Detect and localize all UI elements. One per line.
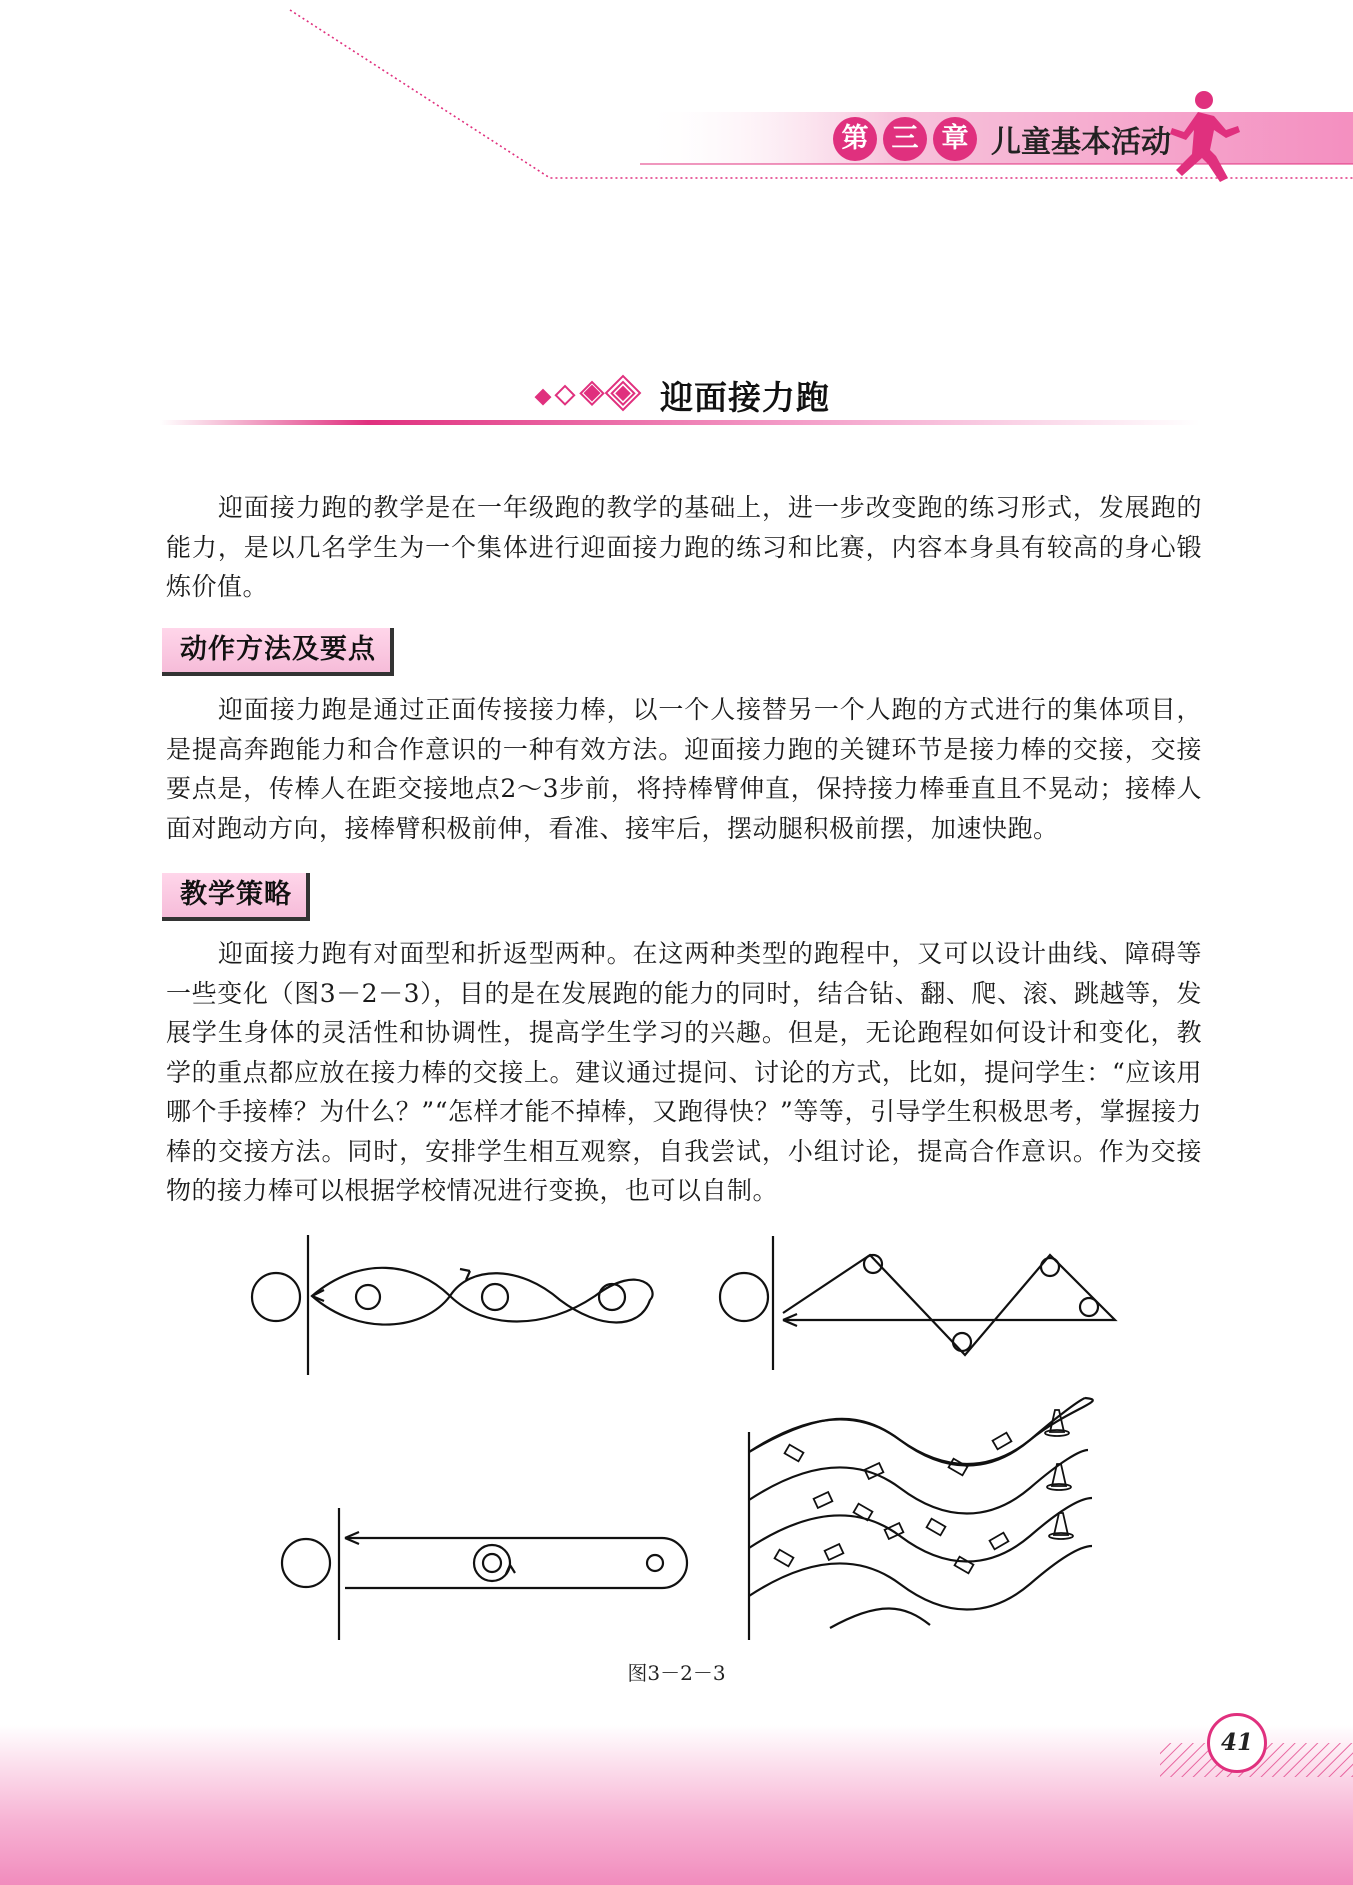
chapter-char-circle: 第 [833, 117, 877, 161]
section-paragraph: 迎面接力跑是通过正面传接接力棒，以一个人接替另一个人跑的方式进行的集体项目，是提高奔跑能力和合作意识的一种有效方法。迎面接力跑的关键环节是接力棒的交接，交接要点是，传棒人在距交接地点2～3步前，将持棒臂伸直，保持接力棒垂直且不晃动；接棒人面对跑动方向，接棒臂积极前伸，看准、接牢后，摆动腿积极前摆，加速快跑。 [166, 695, 1202, 843]
chapter-title: 儿童基本活动 [991, 125, 1171, 160]
obstacle-block-icons [775, 1433, 1012, 1574]
diamond-ornament-icon [536, 376, 640, 410]
section-title: 迎面接力跑 [660, 378, 830, 417]
chapter-label [833, 114, 1171, 164]
chapter-char-circle: 三 [883, 117, 927, 161]
running-figure-icon [1170, 91, 1240, 182]
page-number: 41 [1207, 1713, 1267, 1773]
title-rule [160, 420, 1200, 425]
figure-caption: 图3－2－3 [627, 1661, 726, 1685]
section-heading: 动作方法及要点 [162, 628, 394, 676]
intro-paragraph: 迎面接力跑的教学是在一年级跑的教学的基础上，进一步改变跑的练习形式，发展跑的能力，是以几名学生为一个集体进行迎面接力跑的练习和比赛，内容本身具有较高的身心锻炼价值。 [166, 493, 1202, 601]
footer-band [0, 1725, 1353, 1885]
section-paragraph: 迎面接力跑有对面型和折返型两种。在这两种类型的跑程中，又可以设计曲线、障碍等一些变化（图3－2－3），目的是在发展跑的能力的同时，结合钻、翻、爬、滚、跳越等，发展学生身体的灵活性和协调性，提高学生学习的兴趣。但是，无论跑程如何设计和变化，教学的重点都应放在接力棒的交接上。建议通过提问、讨论的方式，比如，提问学生：“应该用哪个手接棒？为什么？”“怎样才能不掉棒，又跑得快？”等等，引导学生积极思考，掌握接力棒的交接方法。同时，安排学生相互观察，自我尝试，小组讨论，提高合作意识。作为交接物的接力棒可以根据学校情况进行变换，也可以自制。 [166, 939, 1202, 1205]
weaving-course-diagram [252, 1235, 653, 1375]
header-decoration [0, 0, 1353, 200]
section-heading: 教学策略 [162, 873, 310, 921]
obstacle-lanes-diagram [749, 1398, 1093, 1640]
shuttle-course-diagram [282, 1508, 687, 1640]
zigzag-course-diagram [720, 1236, 1115, 1370]
chapter-char-circle: 章 [933, 117, 977, 161]
relay-course-figure [0, 1230, 1353, 1650]
